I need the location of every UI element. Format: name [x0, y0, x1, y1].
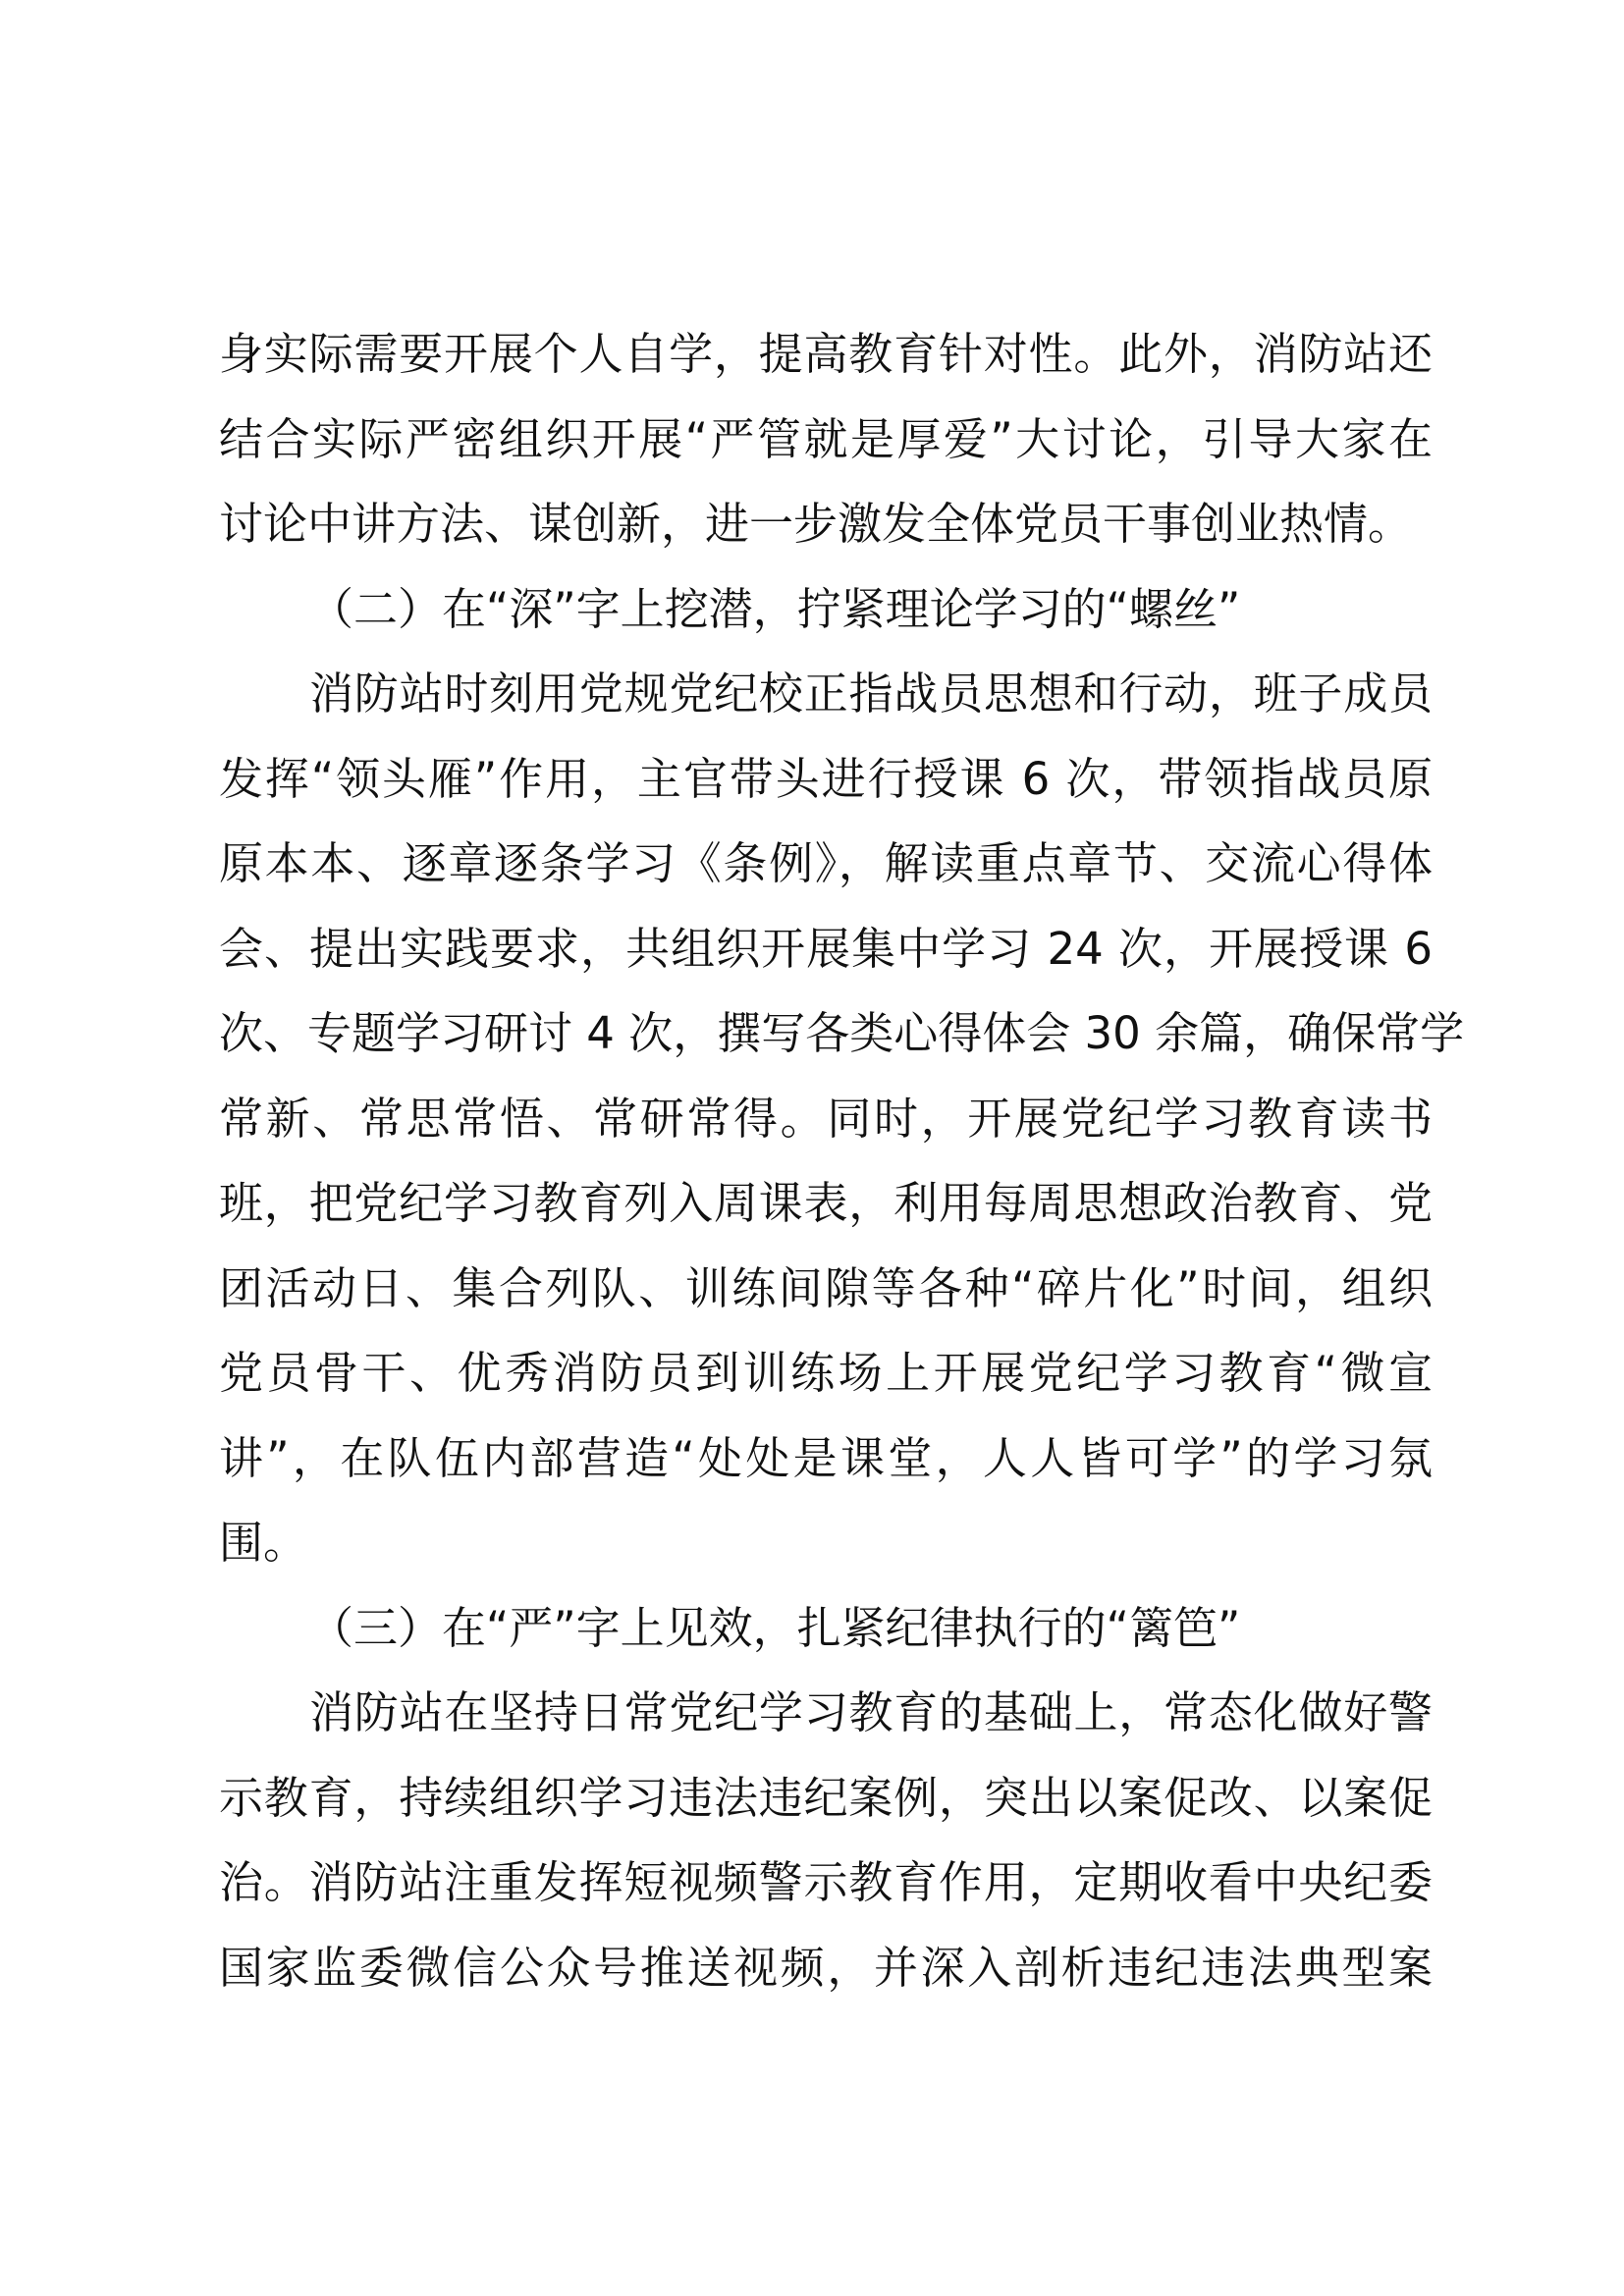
text-line: 会、提出实践要求，共组织开展集中学习 24 次，开展授课 6 [219, 922, 1433, 975]
text-line: 讨论中讲方法、谋创新，进一步激发全体党员干事创业热情。 [219, 498, 1413, 550]
text-line: 治。消防站注重发挥短视频警示教育作用，定期收看中央纪委 [219, 1856, 1433, 1908]
text-line: 结合实际严密组织开展“严管就是厚爱”大讨论，引导大家在 [219, 412, 1433, 465]
document-body [219, 312, 1465, 2010]
text-line: 团活动日、集合列队、训练间隙等各种“碎片化”时间，组织 [219, 1261, 1433, 1314]
text-line: 国家监委微信公众号推送视频，并深入剖析违纪违法典型案 [219, 1941, 1433, 1994]
section-heading-3: （三）在“严”字上见效，扎紧纪律执行的“篱笆” [309, 1601, 1241, 1654]
text-line: 常新、常思常悟、常研常得。同时，开展党纪学习教育读书 [219, 1092, 1433, 1145]
text-line: 党员骨干、优秀消防员到训练场上开展党纪学习教育“微宣 [219, 1347, 1433, 1399]
text-line: 消防站在坚持日常党纪学习教育的基础上，常态化做好警 [309, 1686, 1433, 1738]
text-line: 发挥“领头雁”作用，主官带头进行授课 6 次，带领指战员原 [219, 752, 1433, 805]
text-line: 次、专题学习研讨 4 次，撰写各类心得体会 30 余篇，确保常学 [219, 1007, 1465, 1059]
text-line: 身实际需要开展个人自学，提高教育针对性。此外，消防站还 [219, 328, 1433, 380]
text-line: 围。 [219, 1517, 308, 1569]
text-line: 原本本、逐章逐条学习《条例》，解读重点章节、交流心得体 [219, 837, 1433, 889]
section-heading-2: （二）在“深”字上挖潜，拧紧理论学习的“螺丝” [309, 582, 1241, 635]
text-line: 讲”，在队伍内部营造“处处是课堂，人人皆可学”的学习氛 [219, 1431, 1433, 1484]
text-line: 示教育，持续组织学习违法违纪案例，突出以案促改、以案促 [219, 1771, 1433, 1824]
text-line: 消防站时刻用党规党纪校正指战员思想和行动，班子成员 [309, 667, 1433, 720]
text-line: 班，把党纪学习教育列入周课表，利用每周思想政治教育、党 [219, 1177, 1433, 1229]
